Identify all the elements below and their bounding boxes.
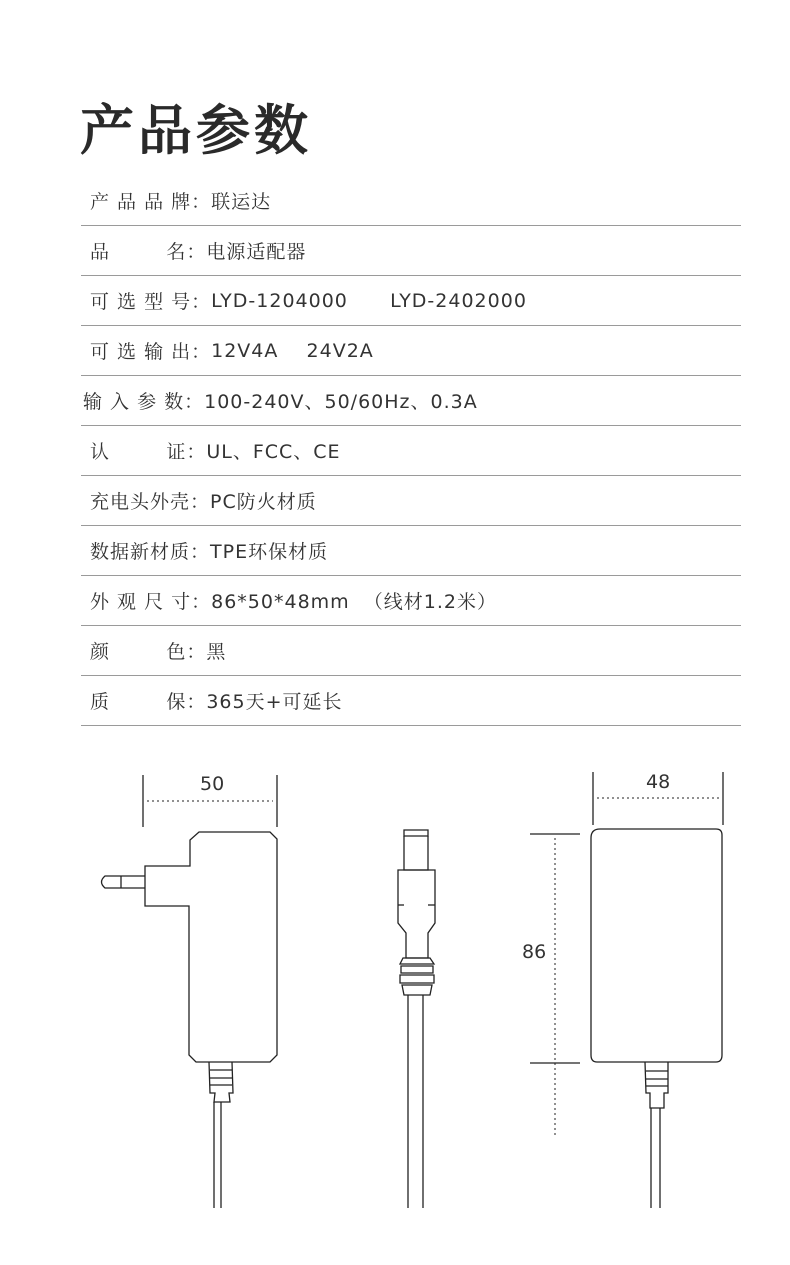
spec-value: 365天+可延长 xyxy=(206,691,343,713)
spec-row-certification xyxy=(81,426,741,476)
spec-row-model xyxy=(81,276,741,326)
spec-value: 86*50*48mm （线材1.2米） xyxy=(211,591,497,613)
spec-table xyxy=(81,176,741,726)
front-view-drawing xyxy=(530,772,723,1208)
front-height-label: 86 xyxy=(522,941,547,963)
dc-connector-drawing xyxy=(398,830,435,1208)
product-drawings xyxy=(0,740,790,1265)
spec-value: UL、FCC、CE xyxy=(206,441,341,463)
side-width-label: 50 xyxy=(200,773,225,795)
spec-label: 数据新材质： xyxy=(90,541,211,563)
front-width-label: 48 xyxy=(646,771,671,793)
spec-label: 质 保： xyxy=(90,691,207,713)
page-title: 产品参数 xyxy=(80,99,312,162)
spec-value: PC防火材质 xyxy=(210,491,317,513)
spec-value: 100-240V、50/60Hz、0.3A xyxy=(204,391,478,413)
spec-row-size xyxy=(81,576,741,626)
spec-label: 可 选 输 出： xyxy=(90,341,212,363)
spec-label: 品 名： xyxy=(90,241,207,263)
spec-label: 外 观 尺 寸： xyxy=(90,591,212,613)
spec-label: 认 证： xyxy=(90,441,207,463)
spec-row-material xyxy=(81,526,741,576)
spec-value: 黑 xyxy=(206,641,227,663)
spec-value: 联运达 xyxy=(211,191,272,213)
spec-row-name xyxy=(81,226,741,276)
spec-label: 可 选 型 号： xyxy=(90,291,212,313)
spec-row-shell xyxy=(81,476,741,526)
spec-label: 产 品 品 牌： xyxy=(90,191,212,213)
spec-row-output xyxy=(81,326,741,376)
spec-label: 颜 色： xyxy=(90,641,207,663)
spec-label: 输 入 参 数： xyxy=(83,391,205,413)
spec-row-brand xyxy=(81,176,741,226)
spec-value: TPE环保材质 xyxy=(210,541,329,563)
spec-value: 电源适配器 xyxy=(206,241,307,263)
spec-row-color xyxy=(81,626,741,676)
spec-value: LYD-1204000 LYD-2402000 xyxy=(211,289,527,312)
spec-row-input xyxy=(81,376,741,426)
spec-label: 充电头外壳： xyxy=(90,491,211,513)
side-view-drawing xyxy=(102,775,278,1208)
spec-row-warranty xyxy=(81,676,741,726)
spec-value: 12V4A 24V2A xyxy=(211,339,374,362)
